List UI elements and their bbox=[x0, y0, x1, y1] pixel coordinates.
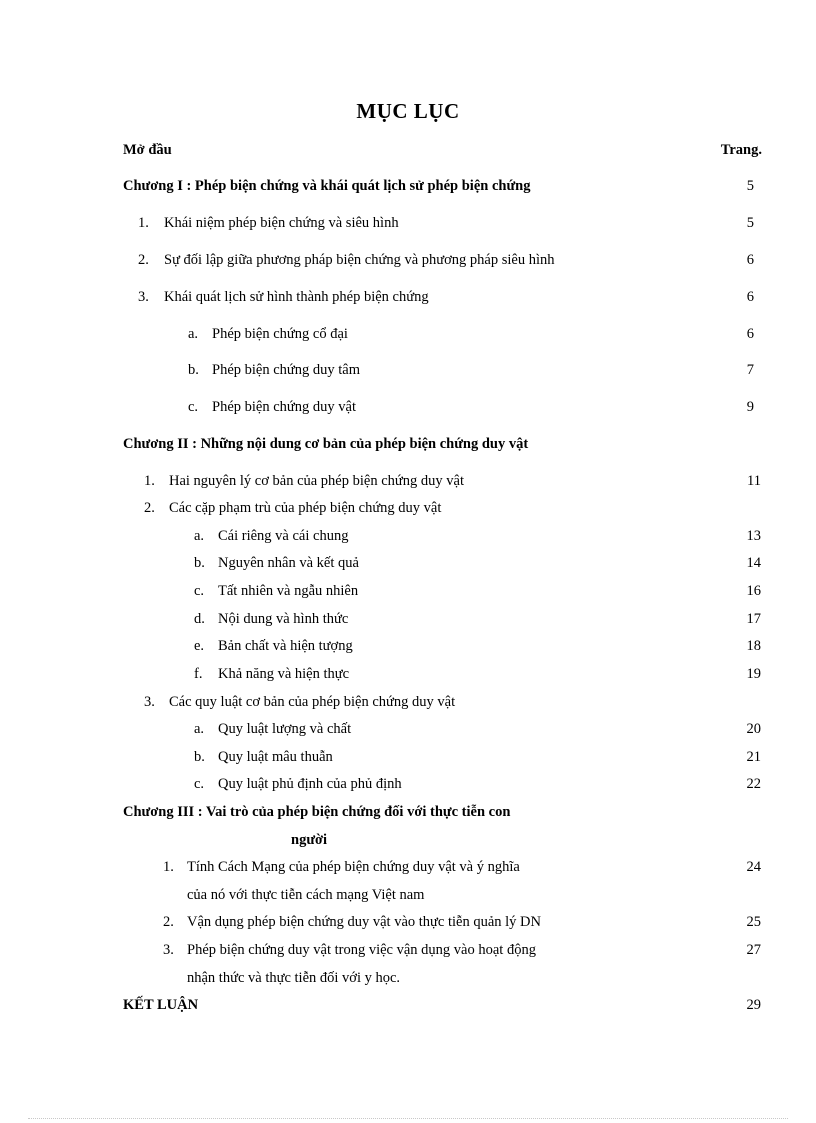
toc-item-label: 2. bbox=[163, 914, 174, 930]
page-number: 25 bbox=[746, 914, 761, 930]
toc-subitem: Phép biện chứng duy tâm bbox=[212, 362, 361, 378]
toc-subitem: Quy luật mâu thuẫn bbox=[218, 749, 333, 765]
toc-subitem-label: a. bbox=[194, 721, 205, 737]
toc-item-label: 1. bbox=[138, 215, 149, 231]
toc-item-continued: nhận thức và thực tiễn đối với y học. bbox=[187, 970, 401, 986]
toc-subitem: Nguyên nhân và kết quả bbox=[218, 555, 359, 571]
toc-item-label: 1. bbox=[144, 473, 155, 489]
toc-item-label: 3. bbox=[144, 694, 155, 710]
toc-item: Tính Cách Mạng của phép biện chứng duy vật và ý nghĩa bbox=[187, 859, 520, 875]
toc-subitem-label: a. bbox=[194, 528, 205, 544]
page-number: 5 bbox=[746, 215, 754, 231]
page-number: 16 bbox=[746, 583, 761, 599]
page-number: 14 bbox=[746, 555, 761, 571]
page-number: 18 bbox=[746, 638, 761, 654]
toc-subitem: Phép biện chứng duy vật bbox=[212, 399, 356, 415]
page-number: 5 bbox=[746, 178, 754, 194]
toc-subitem: Cái riêng và cái chung bbox=[218, 528, 349, 544]
conclusion-heading: KẾT LUẬN bbox=[123, 997, 199, 1013]
chapter-heading: Chương III : Vai trò của phép biện chứng đối với thực tiễn con bbox=[123, 804, 511, 820]
toc-subitem-label: c. bbox=[194, 776, 205, 792]
page-number: 6 bbox=[746, 289, 754, 305]
page-number: 22 bbox=[746, 776, 761, 792]
toc-subitem-label: f. bbox=[194, 666, 203, 682]
page-title: MỤC LỤC bbox=[356, 99, 460, 123]
toc-subitem: Khả năng và hiện thực bbox=[218, 666, 350, 682]
page-number: 20 bbox=[746, 721, 761, 737]
page-number: 13 bbox=[746, 528, 761, 544]
toc-subitem: Nội dung và hình thức bbox=[218, 611, 349, 627]
page-number: 24 bbox=[746, 859, 761, 875]
chapter-heading-continued: người bbox=[291, 832, 328, 848]
toc-subitem: Bản chất và hiện tượng bbox=[218, 638, 353, 654]
toc-item: Các cặp phạm trù của phép biện chứng duy vật bbox=[169, 500, 442, 516]
toc-item-label: 2. bbox=[144, 500, 155, 516]
toc-subitem-label: c. bbox=[188, 399, 199, 415]
toc-subitem-label: b. bbox=[194, 749, 205, 765]
toc-subitem-label: a. bbox=[188, 326, 199, 342]
page-number: 11 bbox=[747, 473, 761, 489]
toc-item: Các quy luật cơ bản của phép biện chứng duy vật bbox=[169, 694, 456, 710]
page-number: 27 bbox=[746, 942, 761, 958]
toc-item: Phép biện chứng duy vật trong việc vận dụng vào hoạt động bbox=[187, 942, 536, 958]
toc-subitem-label: b. bbox=[188, 362, 199, 378]
page-number: 9 bbox=[746, 399, 754, 415]
toc-subitem-label: b. bbox=[194, 555, 205, 571]
intro-label: Mở đầu bbox=[123, 142, 172, 158]
page-number: 19 bbox=[746, 666, 761, 682]
page-number: 29 bbox=[746, 997, 761, 1013]
toc-item: Khái niệm phép biện chứng và siêu hình bbox=[164, 215, 399, 231]
chapter-heading: Chương II : Những nội dung cơ bản của phép biện chứng duy vật bbox=[123, 436, 529, 452]
page-number: 6 bbox=[746, 326, 754, 342]
page-number: 6 bbox=[746, 252, 754, 268]
toc-subitem-label: e. bbox=[194, 638, 205, 654]
page-number: 7 bbox=[746, 362, 754, 378]
toc-item: Khái quát lịch sử hình thành phép biện chứng bbox=[164, 289, 429, 305]
toc-item-label: 3. bbox=[163, 942, 174, 958]
footer-divider bbox=[28, 1118, 788, 1119]
toc-item: Sự đối lập giữa phương pháp biện chứng và phương pháp siêu hình bbox=[164, 252, 555, 268]
chapter-heading: Chương I : Phép biện chứng và khái quát lịch sử phép biện chứng bbox=[123, 178, 531, 194]
toc-item-continued: của nó với thực tiễn cách mạng Việt nam bbox=[187, 887, 425, 903]
toc-item-label: 1. bbox=[163, 859, 174, 875]
toc-item-label: 2. bbox=[138, 252, 149, 268]
page-number: 21 bbox=[746, 749, 761, 765]
toc-subitem-label: c. bbox=[194, 583, 205, 599]
page-column-header: Trang. bbox=[720, 142, 762, 158]
toc-subitem: Quy luật phủ định của phủ định bbox=[218, 776, 402, 792]
toc-item-label: 3. bbox=[138, 289, 149, 305]
toc-item: Hai nguyên lý cơ bản của phép biện chứng duy vật bbox=[169, 473, 464, 489]
toc-subitem-label: d. bbox=[194, 611, 205, 627]
toc-subitem: Quy luật lượng và chất bbox=[218, 721, 352, 737]
toc-subitem: Tất nhiên và ngẫu nhiên bbox=[218, 583, 359, 599]
toc-item: Vận dụng phép biện chứng duy vật vào thực tiễn quản lý DN bbox=[187, 914, 541, 930]
toc-subitem: Phép biện chứng cổ đại bbox=[212, 326, 348, 342]
page-number: 17 bbox=[746, 611, 761, 627]
